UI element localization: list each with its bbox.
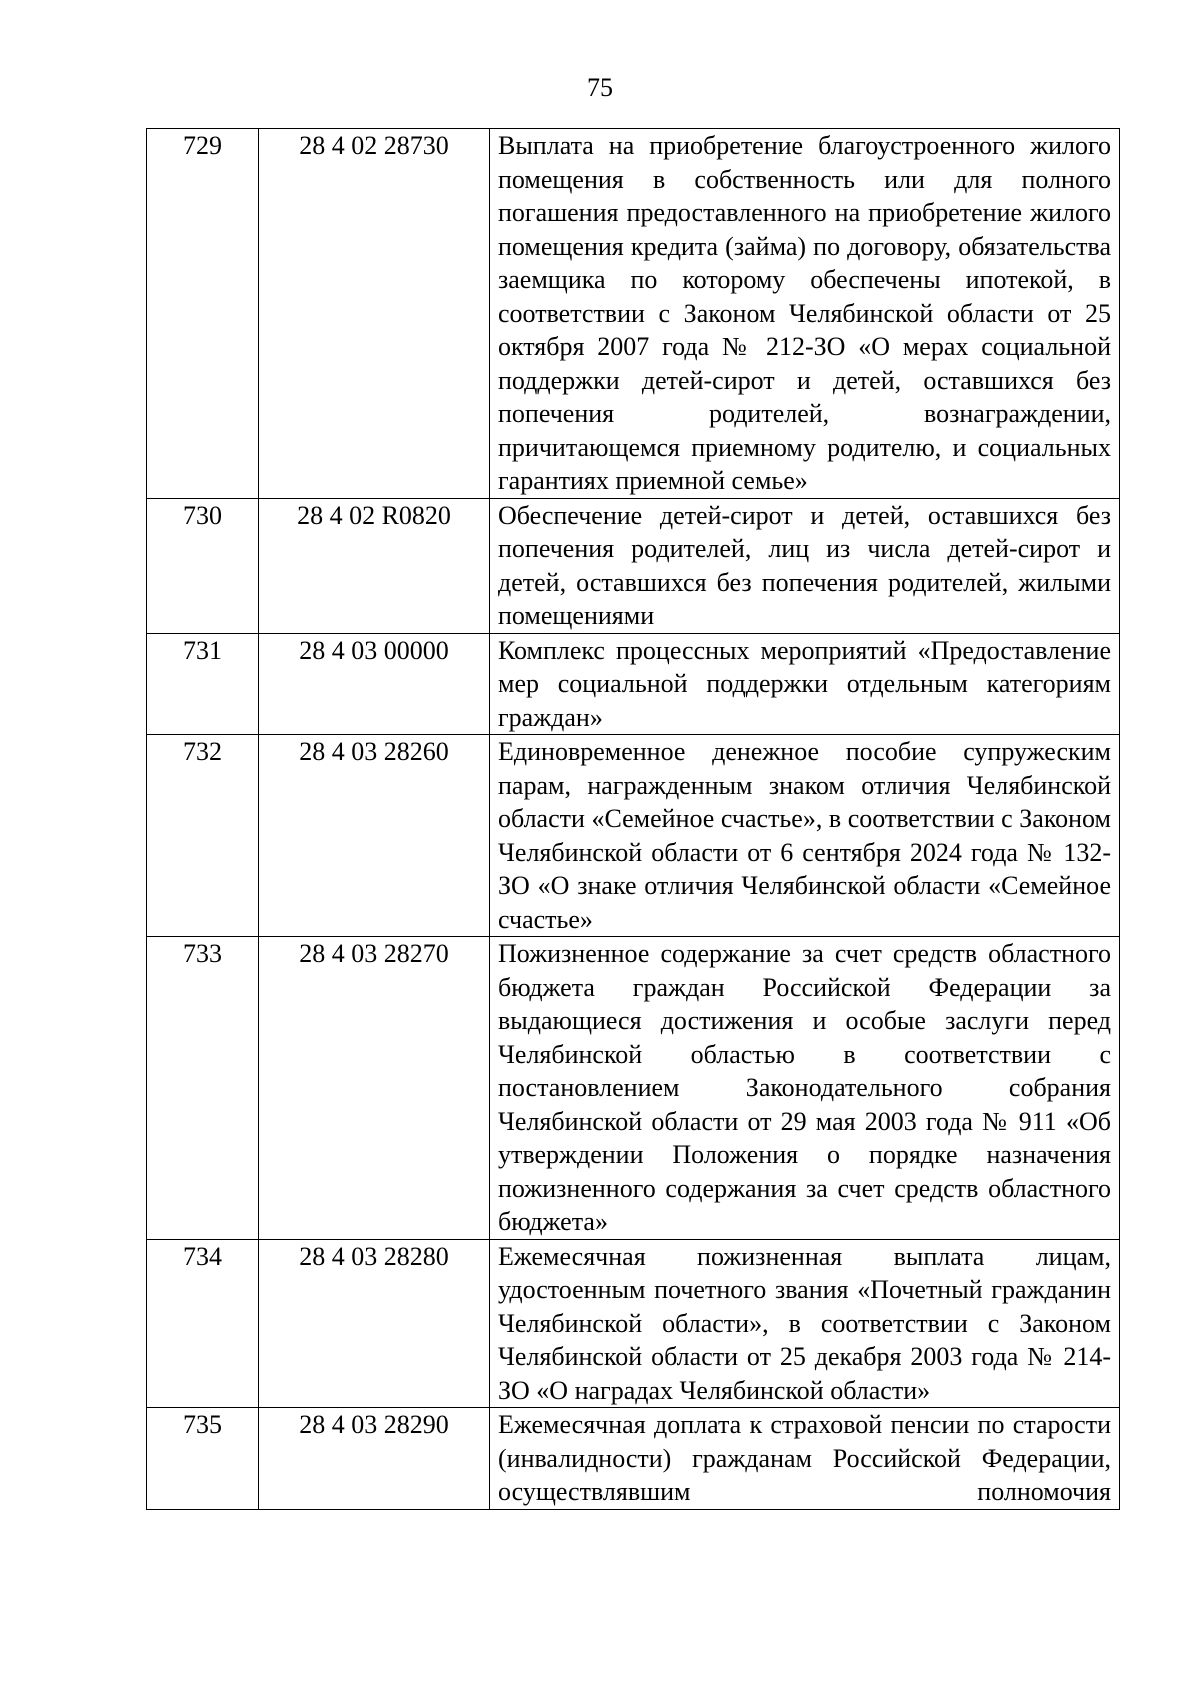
target-article-code: 28 4 02 28730 <box>259 129 490 499</box>
table-row <box>147 735 1120 937</box>
table-row <box>147 937 1120 1240</box>
row-number: 729 <box>147 129 259 499</box>
row-number: 735 <box>147 1408 259 1510</box>
budget-classification-table <box>146 128 1120 1510</box>
table-row <box>147 1408 1120 1510</box>
target-article-code: 28 4 03 28270 <box>259 937 490 1240</box>
row-number: 730 <box>147 498 259 633</box>
row-number: 734 <box>147 1239 259 1408</box>
target-article-code: 28 4 03 28280 <box>259 1239 490 1408</box>
expense-description: Пожизненное содержание за счет средств областного бюджета граждан Российской Федерации за выдающиеся достижения и особые заслуги перед Челябинской областью в соответствии с постановлением Законодательного собрания Челябинской области от 29 мая 2003 года № 911 «Об утверждении Положения о порядке назначения пожизненного содержания за счет средств областного бюджета» <box>490 937 1120 1240</box>
target-article-code: 28 4 02 R0820 <box>259 498 490 633</box>
expense-description: Комплекс процессных мероприятий «Предоставление мер социальной поддержки отдельным категориям граждан» <box>490 633 1120 735</box>
table-row <box>147 1239 1120 1408</box>
expense-description: Выплата на приобретение благоустроенного жилого помещения в собственность или для полного погашения предоставленного на приобретение жилого помещения кредита (займа) по договору, обязательства заемщика по которому обеспечены ипотекой, в соответствии с Законом Челябинской области от 25 октября 2007 года № 212-ЗО «О мерах социальной поддержки детей-сирот и детей, оставшихся без попечения родителей, вознаграждении, причитающемся приемному родителю, и социальных гарантиях приемной семье» <box>490 129 1120 499</box>
page-number: 75 <box>587 73 613 102</box>
expense-description: Ежемесячная доплата к страховой пенсии по старости (инвалидности) гражданам Российской Федерации, осуществлявшим полномочия <box>490 1408 1120 1510</box>
row-number: 731 <box>147 633 259 735</box>
table-row <box>147 633 1120 735</box>
expense-description: Единовременное денежное пособие супружеским парам, награжденным знаком отличия Челябинской области «Семейное счастье», в соответствии с Законом Челябинской области от 6 сентября 2024 года № 132-ЗО «О знаке отличия Челябинской области «Семейное счастье» <box>490 735 1120 937</box>
row-number: 732 <box>147 735 259 937</box>
table-row <box>147 498 1120 633</box>
target-article-code: 28 4 03 00000 <box>259 633 490 735</box>
target-article-code: 28 4 03 28290 <box>259 1408 490 1510</box>
target-article-code: 28 4 03 28260 <box>259 735 490 937</box>
row-number: 733 <box>147 937 259 1240</box>
expense-description: Ежемесячная пожизненная выплата лицам, удостоенным почетного звания «Почетный гражданин Челябинской области», в соответствии с Законом Челябинской области от 25 декабря 2003 года № 214-ЗО «О наградах Челябинской области» <box>490 1239 1120 1408</box>
expense-description: Обеспечение детей-сирот и детей, оставшихся без попечения родителей, лиц из числа детей-сирот и детей, оставшихся без попечения родителей, жилыми помещениями <box>490 498 1120 633</box>
table-row <box>147 129 1120 499</box>
